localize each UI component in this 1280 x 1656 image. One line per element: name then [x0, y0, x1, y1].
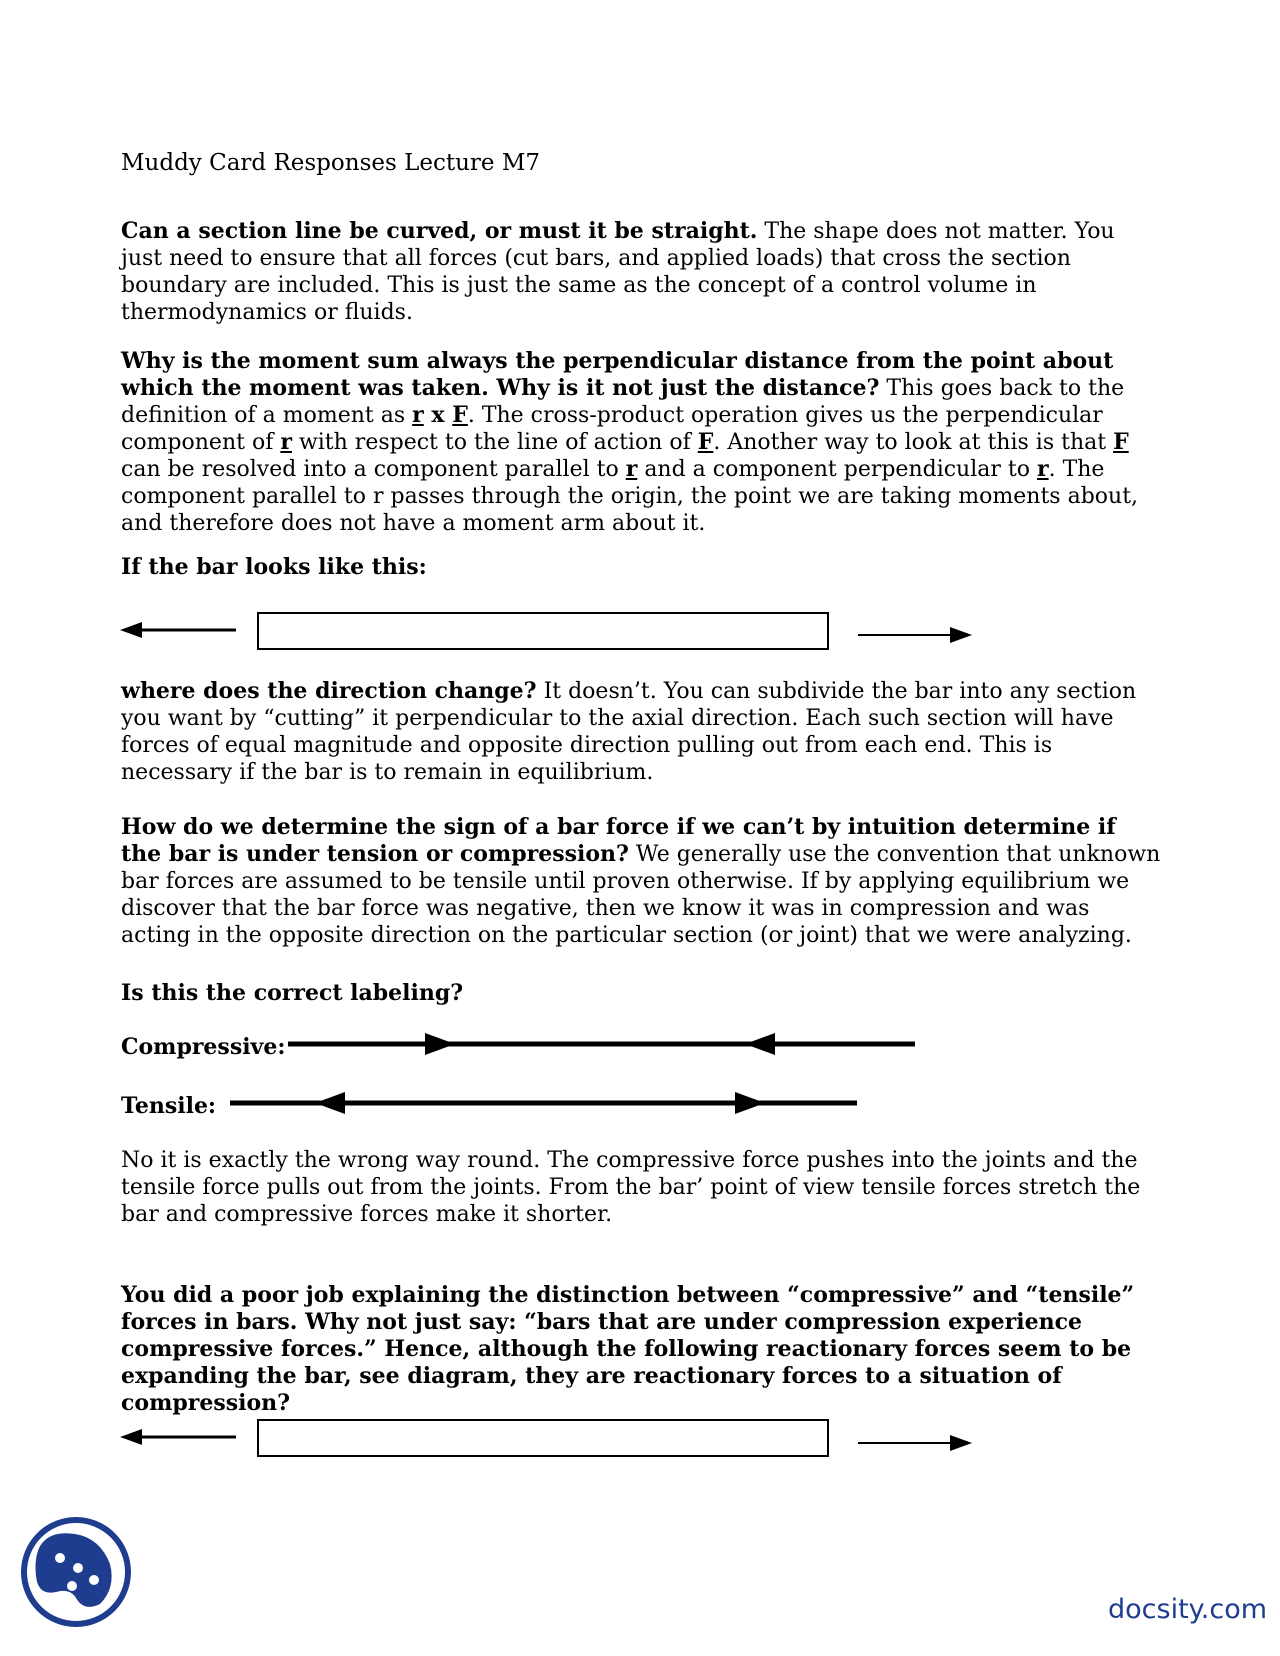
paragraph-bar-looks [121, 554, 1161, 581]
paragraph-direction [121, 678, 1161, 786]
right-arrowhead [950, 627, 972, 643]
answer: We generally use the convention that unknown bar forces are assumed to be tensile until proven otherwise. If by applying equilibrium we discover that the bar force was negative, then we know it was in compression and was acting in the opposite direction on the particular section (or joint) that we were analyzing. [121, 842, 1161, 948]
bar-rectangle [258, 613, 828, 649]
document-title: Muddy Card Responses Lecture M7 [121, 150, 541, 176]
paragraph-section-line [121, 218, 1161, 326]
tensile-label: Tensile: [121, 1093, 217, 1119]
left-arrowhead [120, 622, 142, 638]
tensile-right-pointing-arrowhead [735, 1092, 765, 1114]
compressive-left-pointing-arrowhead [745, 1033, 775, 1055]
compressive-label: Compressive: [121, 1034, 286, 1060]
question: Why is the moment sum always the perpendicular distance from the point about which the moment was taken. Why is it not just the distance? [121, 348, 1114, 401]
tensile-left-pointing-arrowhead [315, 1092, 345, 1114]
docsity-brand-text[interactable]: docsity.com [1108, 1594, 1268, 1625]
question: If the bar looks like this: [121, 554, 427, 580]
question: Is this the correct labeling? [121, 980, 464, 1006]
bar-rectangle [258, 1420, 828, 1456]
answer: It doesn’t. You can subdivide the bar into any section you want by “cutting” it perpendicular to the axial direction. Each such section will have forces of equal magnitude and opposite direction pulling out from each end. This is necessary if the bar is to remain in equilibrium. [121, 679, 1137, 785]
docsity-logo-icon [20, 1516, 132, 1628]
paragraph-poor-job [121, 1282, 1161, 1417]
answer: No it is exactly the wrong way round. The compressive force pushes into the joints and the tensile force pulls out from the joints. From the bar’ point of view tensile forces stretch the bar and compressive forces make it shorter. [121, 1148, 1141, 1227]
question: You did a poor job explaining the distinction between “compressive” and “tensile” forces in bars. Why not just say: “bars that are under compression experience compressive forces.” Hence, although the following reactionary forces seem to be expanding the bar, see diagram, they are reactionary forces to a situation of compression? [121, 1282, 1135, 1416]
bar-diagram-2 [0, 1413, 1280, 1463]
question: where does the direction change? [121, 678, 537, 704]
question: Can a section line be curved, or must it be straight. [121, 218, 758, 244]
answer: The shape does not matter. You just need to ensure that all forces (cut bars, and applied loads) that cross the section boundary are included. This is just the same as the concept of a control volume in thermodynamics or fluids. [121, 219, 1115, 325]
right-arrowhead [950, 1435, 972, 1451]
paragraph-labeling [121, 980, 1161, 1007]
paragraph-sign [121, 814, 1161, 949]
compressive-diagram [0, 1030, 1280, 1060]
question: How do we determine the sign of a bar force if we can’t by intuition determine if the bar is under tension or compression? [121, 814, 1116, 867]
paragraph-wrong-way [121, 1147, 1161, 1228]
left-arrowhead [120, 1429, 142, 1445]
paragraph-moment: Why is the moment sum always the perpendicular distance from the point about which the moment was taken. Why is it not just the distance? This goes back to the definition of a moment as r x F. The cross-product operation gives us the perpendicular component of r with respect to the line of action of F. Another way to look at this is that F can be resolved into a component parallel to r and a component perpendicular to r. The component parallel to r passes through the origin, the point we are taking moments about, and therefore does not have a moment arm about it. [121, 348, 1139, 536]
bar-diagram-1 [0, 605, 1280, 655]
tensile-diagram [0, 1088, 1280, 1118]
compressive-right-pointing-arrowhead [425, 1033, 455, 1055]
